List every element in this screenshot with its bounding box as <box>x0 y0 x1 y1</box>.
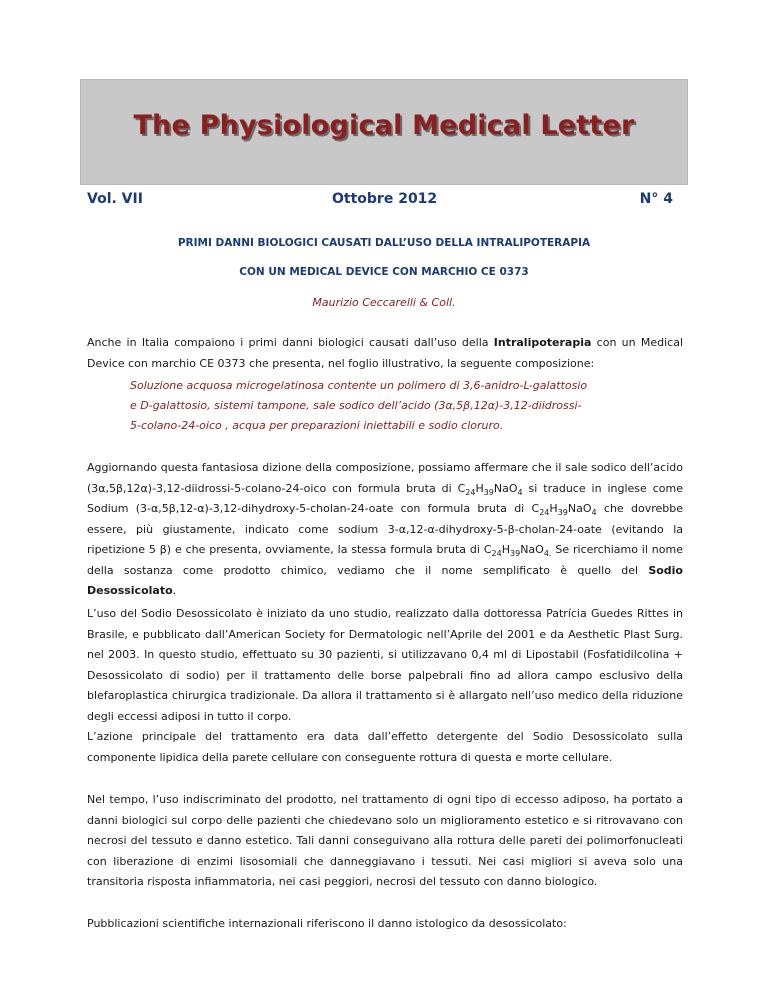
masthead-banner <box>80 79 688 185</box>
issue-number: N° 4 <box>639 191 673 207</box>
issue-date: Ottobre 2012 <box>332 191 438 207</box>
quote-line-1: Soluzione acquosa microgelatinosa contente un polimero di 3,6-anidro-L-galattosio <box>130 379 588 392</box>
composition-quote <box>130 376 650 436</box>
paragraph-damage: Nel tempo, l’uso indiscriminato del prodotto, nel trattamento di ogni tipo di eccesso adiposo, ha portato a danni biologici sul corpo delle pazienti che chiedevano solo un miglioramento estetico e si ritrovavano con necrosi del tessuto e danno estetico. Tali danni conseguivano alla rottura delle pareti dei polimorfonucleati con liberazione di enzimi lisosomiali che danneggiavano i tessuti. Nei casi migliori si aveva solo una transitoria risposta infiammatoria, nei casi peggiori, necrosi del tessuto con danno biologico. <box>87 793 683 888</box>
quote-line-2: e D-galattosio, sistemi tampone, sale sodico dell’acido (3α,5β,12α)-3,12-diidrossi- <box>130 399 582 412</box>
paragraph-chemistry: Aggiornando questa fantasiosa dizione della composizione, possiamo affermare che il sale sodico dell’acido (3α,5β,12α)-3,12-diidrossi-5-colano-24-oico con formula bruta di $C_{24}H_{39}NaO_4$ si traduce in inglese come Sodium (3-α,5β,12-α)-3,12-dihydroxy-5-cholan-24-oate con formula bruta di $C_{24}H_{39}NaO_4$ che dovrebbe essere, più giustamente, indicato come sodium 3-α,12-α-dihydroxy-5-β-cholan-24-oate (evitando la ripetizione 5 β) e che presenta, ovviamente, la stessa formula bruta di $C_{24}H_{39}NaO_{4.}$ Se ricerchiamo il nome della sostanza come prodotto chimico, vediamo che il nome semplificato è quello del Sodio Desossicolato. <box>87 461 683 597</box>
issue-info <box>87 191 673 211</box>
paragraph-publications: Pubblicazioni scientifiche internazionali riferiscono il danno istologico da desossicolato: <box>87 917 567 930</box>
article-author: Maurizio Ceccarelli & Coll. <box>312 296 456 309</box>
paragraph-intro: Anche in Italia compaiono i primi danni biologici causati dall’uso della Intralipoterapia con un Medical Device con marchio CE 0373 che presenta, nel foglio illustrativo, la seguente composizione: <box>87 336 684 370</box>
volume-label: Vol. VII <box>87 191 143 207</box>
paragraph-mechanism: L’azione principale del trattamento era data dall’effetto detergente del Sodio Desossicolato sulla componente lipidica della parete cellulare con conseguente rottura di questa e morte cellulare. <box>87 730 683 764</box>
quote-line-3: 5-colano-24-oico , acqua per preparazioni iniettabili e sodio cloruro. <box>130 419 504 432</box>
paragraph-history: L’uso del Sodio Desossicolato è iniziato da uno studio, realizzato dalla dottoressa Patrícia Guedes Rittes in Brasile, e pubblicato dall’American Society for Dermatologic nell’Aprile del 2001 e da Aesthetic Plast Surg. nel 2003. In questo studio, effettuato su 30 pazienti, si utilizzavano 0,4 ml di Lipostabil (Fosfatidilcolina + Desossicolato di sodio) per il trattamento delle borse palpebrali fino ad allora campo esclusivo della blefaroplastica chirurgica tradizionale. Da allora il trattamento si è allargato nell’uso medico della riduzione degli eccessi adiposi in tutto il corpo. <box>87 607 683 723</box>
article-title-line-1: PRIMI DANNI BIOLOGICI CAUSATI DALL’USO DELLA INTRALIPOTERAPIA <box>177 237 591 249</box>
article-title-line-2: CON UN MEDICAL DEVICE CON MARCHIO CE 0373 <box>239 266 529 278</box>
masthead-title: The Physiological Medical Letter <box>133 110 635 141</box>
